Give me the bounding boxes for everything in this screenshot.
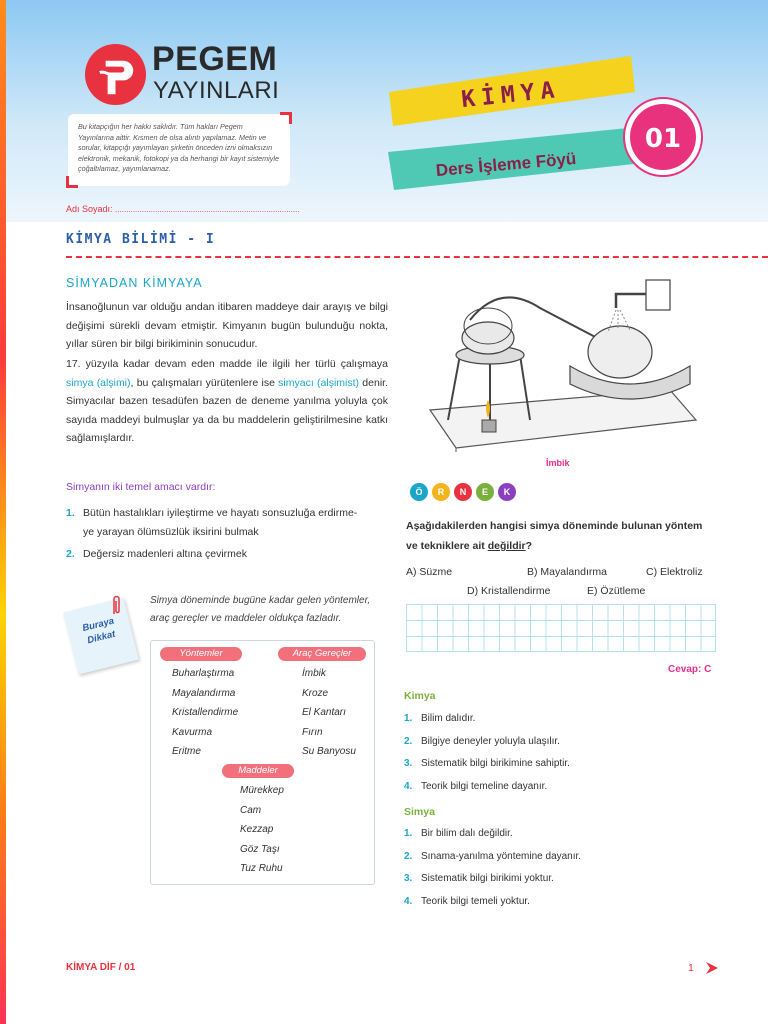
example-letter: K bbox=[498, 483, 516, 501]
item-number: 2. bbox=[404, 850, 413, 862]
list-item bbox=[404, 891, 581, 914]
methods-tag: Yöntemler bbox=[160, 647, 242, 661]
question-text: Aşağıdakilerden hangisi simya döneminde bulunan yöntem ve tekniklere ait bbox=[406, 520, 703, 552]
next-arrow-icon bbox=[705, 961, 719, 975]
list-item bbox=[404, 708, 570, 731]
alembic-illustration bbox=[420, 270, 702, 452]
aim-text: Değersiz madenleri altına çevirmek bbox=[83, 548, 247, 560]
item-number: 1. bbox=[404, 828, 413, 839]
question-emphasis: değildir bbox=[487, 540, 526, 552]
lesson-paragraph-1: İnsanoğlunun var olduğu andan itibaren maddeye dair arayış ve bilgi değişimi sürekli devam etmiştir. Kimyanın bugün bulunduğu nokta, yıllar süren bir bilgi birikiminin sonucudur. bbox=[66, 301, 388, 350]
footer-label: KİMYA DİF / 01 bbox=[66, 962, 136, 973]
lesson-heading: SİMYADAN KİMYAYA bbox=[66, 276, 203, 290]
list-item: Fırın bbox=[302, 726, 323, 738]
aim-number: 2. bbox=[66, 548, 75, 560]
list-item: Cam bbox=[240, 804, 262, 816]
list-item: Mürekkep bbox=[240, 785, 284, 796]
subject-title: KİMYA bbox=[460, 76, 562, 114]
item-text: Bilim dalıdır. bbox=[421, 713, 476, 724]
list-item: Tuz Ruhu bbox=[240, 863, 283, 874]
booklet-number: 01 bbox=[644, 124, 682, 154]
paragraph-text: , bu çalışmaları yürütenlere ise bbox=[130, 376, 279, 389]
item-number: 2. bbox=[404, 735, 413, 747]
option-e[interactable]: E) Özütleme bbox=[587, 585, 646, 597]
paragraph-text: denir. Simyacılar bazen tesadüfen bazen de deneme yanılma yoluyla çok sayıda maddeyi bulmuşlar ya da bu maddelerin geliştirilmesine katkı sağlamışlardır. bbox=[66, 376, 388, 444]
list-item bbox=[404, 868, 581, 891]
note-line: Buraya bbox=[81, 615, 116, 635]
substances-list bbox=[240, 781, 284, 879]
item-text: Sistematik bilgi birikimi yoktur. bbox=[421, 873, 554, 885]
list-item: Buharlaştırma bbox=[172, 668, 235, 679]
aim-text: Bütün hastalıkları iyileştirme ve hayatı sonsuzluğa erdirme- bbox=[83, 507, 358, 519]
list-item: İmbik bbox=[302, 668, 326, 679]
list-item: Mayalandırma bbox=[172, 687, 236, 699]
methods-list bbox=[172, 664, 238, 762]
list-item: Eritme bbox=[172, 746, 201, 757]
publisher-subname: YAYINLARI bbox=[153, 77, 280, 104]
example-letter: N bbox=[454, 483, 472, 501]
booklet-banner bbox=[388, 128, 634, 190]
aim-text: ye yarayan ölümsüzlük iksirini bulmak bbox=[83, 525, 259, 538]
solution-grid[interactable] bbox=[406, 604, 716, 652]
booklet-number-badge bbox=[622, 96, 704, 178]
item-number: 4. bbox=[404, 781, 413, 793]
booklet-title: Ders İşleme Föyü bbox=[435, 148, 577, 181]
aim-item bbox=[66, 504, 388, 541]
subject-banner bbox=[383, 56, 638, 126]
section-divider bbox=[66, 256, 768, 258]
tools-list bbox=[302, 664, 356, 762]
item-text: Sınama-yanılma yöntemine dayanır. bbox=[421, 850, 582, 862]
list-item: Kroze bbox=[302, 687, 329, 699]
publisher-name: PEGEM bbox=[152, 40, 278, 78]
example-label bbox=[410, 482, 520, 501]
kimya-list bbox=[404, 708, 570, 799]
list-item: El Kantarı bbox=[302, 707, 346, 718]
example-letter: R bbox=[432, 483, 450, 501]
term-simyaci: simyacı (alşimist) bbox=[278, 376, 360, 389]
item-text: Bilgiye deneyler yoluyla ulaşılır. bbox=[421, 735, 560, 747]
corner-mark-icon bbox=[280, 112, 292, 124]
kimya-heading: Kimya bbox=[404, 690, 436, 702]
substances-tag: Maddeler bbox=[222, 764, 294, 778]
list-item: Kezzap bbox=[240, 824, 274, 835]
aim-number: 1. bbox=[66, 507, 75, 519]
copyright-notice bbox=[68, 114, 290, 186]
aims-heading: Simyanın iki temel amacı vardır: bbox=[66, 481, 216, 493]
lesson-paragraph-2 bbox=[66, 355, 388, 448]
methods-intro: Simya döneminde bugüne kadar gelen yöntemler, araç gereçler ve maddeler oldukça fazladır. bbox=[150, 595, 371, 624]
answer-text: Cevap: C bbox=[668, 664, 712, 675]
example-letter: E bbox=[476, 483, 494, 501]
option-a[interactable]: A) Süzme bbox=[406, 566, 453, 578]
item-number: 3. bbox=[404, 758, 413, 770]
copyright-text: Bu kitapçığın her hakkı saklıdır. Tüm hakları Pegem Yayınlarına aittir. Kısmen de olsa alıntı yapılamaz. Metin ve sorular, kitapçığı yayımlayan şirketin önceden izni olmaksızın elektronik, mekanik, fotokopi ya da herhangi bir kayıt sistemiyle çoğaltılamaz, yayımlanamaz. bbox=[78, 122, 279, 174]
name-label: Adı Soyadı: bbox=[66, 204, 113, 214]
list-item: Kavurma bbox=[172, 726, 213, 738]
item-text: Teorik bilgi temeli yoktur. bbox=[421, 896, 530, 908]
list-item bbox=[404, 753, 570, 776]
question-text: ? bbox=[525, 540, 533, 552]
aim-item bbox=[66, 545, 388, 564]
item-number: 3. bbox=[404, 873, 413, 885]
item-number: 1. bbox=[404, 713, 413, 724]
option-d[interactable]: D) Kristallendirme bbox=[467, 585, 551, 597]
list-item: Göz Taşı bbox=[240, 843, 280, 855]
term-simya: simya (alşimi) bbox=[66, 376, 131, 389]
section-title: KİMYA BİLİMİ - I bbox=[66, 232, 216, 247]
option-b[interactable]: B) Mayalandırma bbox=[527, 566, 607, 578]
list-item bbox=[404, 776, 570, 799]
pegem-logo-icon bbox=[84, 43, 147, 106]
illustration-caption: İmbik bbox=[546, 458, 570, 468]
page-number: 1 bbox=[688, 962, 694, 974]
list-item: Su Banyosu bbox=[302, 746, 356, 757]
list-item bbox=[404, 731, 570, 754]
paperclip-icon bbox=[111, 594, 121, 616]
item-number: 4. bbox=[404, 896, 413, 908]
example-letter: Ö bbox=[410, 483, 428, 501]
student-name-field[interactable] bbox=[66, 204, 300, 214]
item-text: Teorik bilgi temeline dayanır. bbox=[421, 781, 548, 793]
list-item bbox=[404, 823, 581, 846]
attention-note bbox=[63, 597, 139, 674]
corner-mark-icon bbox=[66, 176, 78, 188]
note-line: Dikkat bbox=[86, 628, 117, 647]
option-c[interactable]: C) Elektroliz bbox=[646, 566, 703, 578]
name-dots: ................................................................................... bbox=[115, 205, 300, 214]
simya-heading: Simya bbox=[404, 806, 435, 818]
list-item bbox=[404, 846, 581, 869]
paragraph-text: 17. yüzyıla kadar devam eden madde ile ilgili her türlü çalışmaya bbox=[66, 358, 388, 370]
tools-tag: Araç Gereçler bbox=[278, 647, 366, 661]
item-text: Bir bilim dalı değildir. bbox=[421, 828, 513, 839]
list-item: Kristallendirme bbox=[172, 707, 239, 718]
simya-list bbox=[404, 823, 581, 914]
example-question bbox=[406, 516, 716, 556]
item-text: Sistematik bilgi birikimine sahiptir. bbox=[421, 758, 570, 770]
